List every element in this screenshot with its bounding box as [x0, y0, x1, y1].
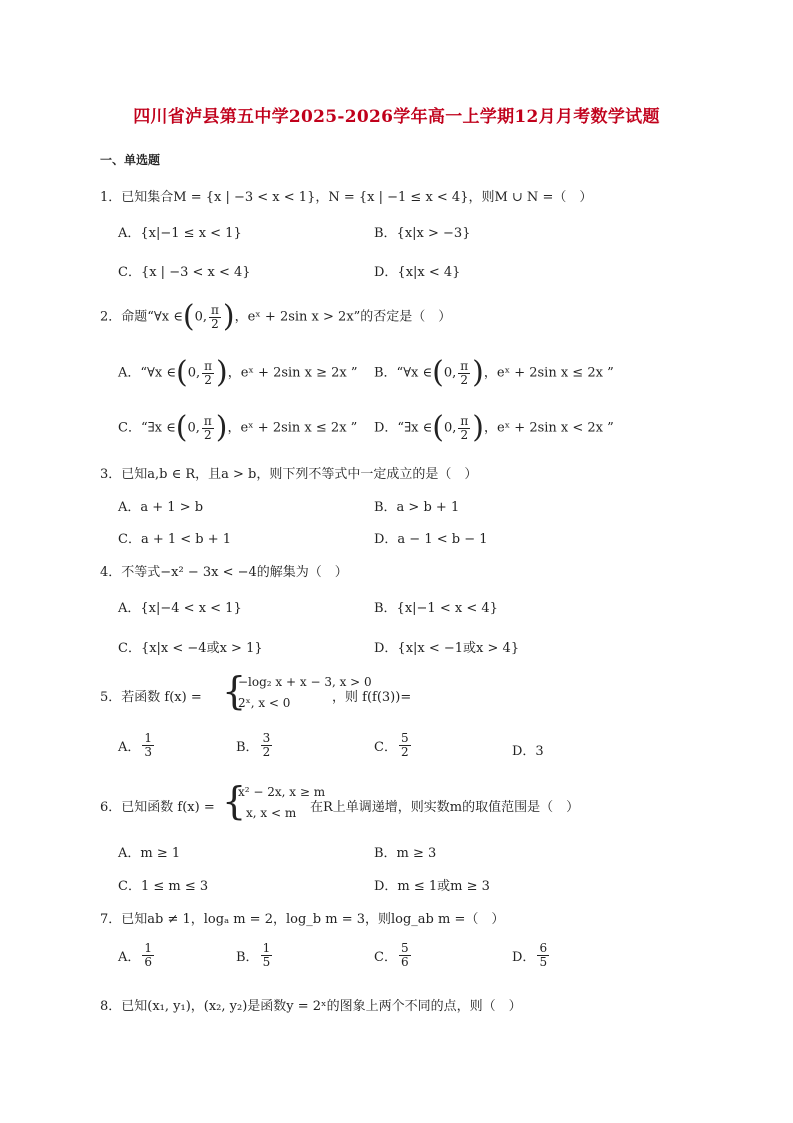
- question-6-option-c: C．1 ≤ m ≤ 3: [118, 879, 209, 894]
- question-5-case-2: 2ˣ, x < 0: [238, 696, 291, 710]
- question-1-stem: 1．已知集合M = {x | −3 < x < 1}，N = {x | −1 ≤ x < 4}，则M ∪ N =（ ）: [100, 190, 593, 205]
- piecewise-brace: {: [222, 669, 247, 713]
- question-1-option-b: B．{x|x > −3}: [374, 226, 471, 241]
- question-2-option-a: A．“∀x ∈(0, $\frac{\pi}{2}$ )，eˣ + 2sin x ≥ 2x ”: [118, 355, 358, 390]
- question-5-case-1: −log₂ x + x − 3, x > 0: [238, 675, 372, 689]
- question-1-option-c: C．{x | −3 < x < 4}: [118, 265, 251, 280]
- question-2-option-d: D．“∃x ∈(0, $\frac{\pi}{2}$ )，eˣ + 2sin x < 2x ”: [374, 410, 614, 445]
- question-4-option-d: D．{x|x < −1或x > 4}: [374, 641, 520, 656]
- question-4-option-a: A．{x|−4 < x < 1}: [118, 601, 242, 616]
- question-3-stem: 3．已知a,b ∈ R，且a > b，则下列不等式中一定成立的是（ ）: [100, 467, 478, 482]
- question-6-option-d: D．m ≤ 1或m ≥ 3: [374, 879, 490, 894]
- question-7-option-d: D． $\frac{6}{5}$: [512, 941, 548, 969]
- question-4-option-b: B．{x|−1 < x < 4}: [374, 601, 498, 616]
- question-3-option-a: A．a + 1 > b: [118, 500, 204, 515]
- question-7-option-a: A． $\frac{1}{6}$: [118, 941, 153, 969]
- question-8-stem: 8．已知(x₁, y₁)，(x₂, y₂)是函数y = 2ˣ的图象上两个不同的点，则（ ）: [100, 999, 522, 1014]
- question-2-option-b: B．“∀x ∈(0, $\frac{\pi}{2}$ )，eˣ + 2sin x ≤ 2x ”: [374, 355, 614, 390]
- question-7-option-b: B． $\frac{1}{5}$: [236, 941, 271, 969]
- question-5-option-a: A． $\frac{1}{3}$: [118, 731, 153, 759]
- pi-over-2-fraction: $\frac{\pi}{2}$: [210, 302, 219, 331]
- question-6-option-a: A．m ≥ 1: [118, 846, 181, 861]
- question-2-stem: 2．命题“∀x ∈(0, $\frac{\pi}{2}$ )，eˣ + 2sin x > 2x”的否定是（ ）: [100, 299, 452, 334]
- question-7-option-c: C． $\frac{5}{6}$: [374, 941, 409, 969]
- piecewise-brace: {: [222, 779, 247, 823]
- question-1-option-d: D．{x|x < 4}: [374, 265, 461, 280]
- question-4-option-c: C．{x|x < −4或x > 1}: [118, 641, 263, 656]
- question-6-case-1: x² − 2x, x ≥ m: [238, 785, 326, 799]
- question-4-stem: 4．不等式−x² − 3x < −4的解集为（ ）: [100, 565, 348, 580]
- question-5-stem-lead: 5．若函数 f(x) =: [100, 690, 202, 705]
- question-6-stem-tail: 在R上单调递增，则实数m的取值范围是（ ）: [310, 800, 580, 815]
- interval-left: 0,: [194, 309, 207, 325]
- question-5-stem-tail: ，则 f(f(3))=: [332, 690, 412, 705]
- question-5-option-c: C． $\frac{5}{2}$: [374, 731, 409, 759]
- question-2-stem-tail: ，eˣ + 2sin x > 2x”的否定是（ ）: [234, 309, 452, 325]
- question-2-stem-lead: 2．命题“∀x ∈: [100, 309, 183, 325]
- question-5-option-d: D．3: [512, 744, 544, 759]
- question-6-stem-lead: 6．已知函数 f(x) =: [100, 800, 215, 815]
- question-5-option-b: B． $\frac{3}{2}$: [236, 731, 271, 759]
- question-3-option-c: C．a + 1 < b + 1: [118, 532, 232, 547]
- page-title: 四川省泸县第五中学2025-2026学年高一上学期12月月考数学试题: [133, 107, 660, 127]
- question-6-case-2: x, x < m: [246, 806, 297, 820]
- question-3-option-b: B．a > b + 1: [374, 500, 460, 515]
- question-6-option-b: B．m ≥ 3: [374, 846, 437, 861]
- section-heading: 一、单选题: [100, 153, 161, 167]
- question-2-option-c: C．“∃x ∈(0, $\frac{\pi}{2}$ )，eˣ + 2sin x ≤ 2x ”: [118, 410, 358, 445]
- question-3-option-d: D．a − 1 < b − 1: [374, 532, 488, 547]
- question-1-option-a: A．{x|−1 ≤ x < 1}: [118, 226, 242, 241]
- question-7-stem: 7．已知ab ≠ 1，logₐ m = 2，log_b m = 3，则log_ab m =（ ）: [100, 912, 505, 927]
